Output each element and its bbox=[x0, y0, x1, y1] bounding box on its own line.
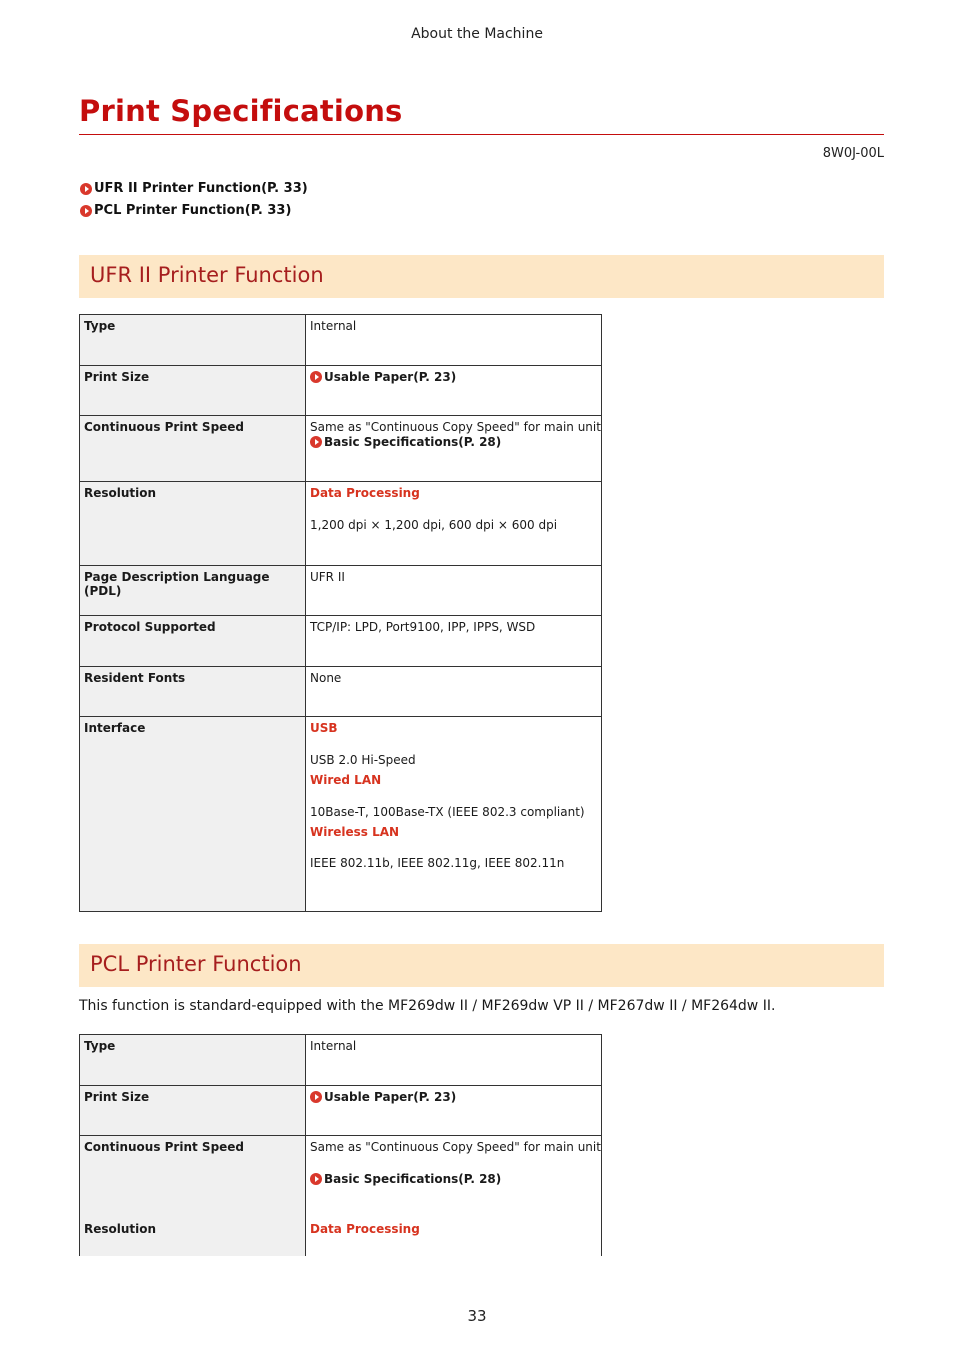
pcl-note: This function is standard-equipped with the MF269dw II / MF269dw VP II / MF267dw II / MF264dw II. bbox=[79, 998, 776, 1014]
row-key: Continuous Print Speed bbox=[80, 1136, 306, 1220]
running-header: About the Machine bbox=[411, 26, 543, 42]
link-label: Basic Specifications(P. 28) bbox=[324, 1172, 502, 1186]
toc-link-pcl[interactable] bbox=[80, 203, 291, 218]
row-value: TCP/IP: LPD, Port9100, IPP, IPPS, WSD bbox=[306, 616, 602, 667]
toc-link-label: UFR II Printer Function(P. 33) bbox=[94, 181, 308, 196]
table-row bbox=[80, 1218, 602, 1256]
page-number: 33 bbox=[467, 1307, 487, 1325]
sub-label: Wired LAN bbox=[310, 773, 382, 787]
row-value: Same as "Continuous Copy Speed" for main unit bbox=[310, 1140, 601, 1154]
sub-label: USB bbox=[310, 721, 338, 735]
row-key: Interface bbox=[80, 717, 306, 912]
toc-link-ufr[interactable] bbox=[80, 181, 308, 196]
row-value: Internal bbox=[306, 1035, 602, 1086]
arrow-right-icon bbox=[80, 205, 92, 217]
link-label: Usable Paper(P. 23) bbox=[324, 370, 457, 384]
table-row bbox=[80, 482, 602, 566]
row-key: Protocol Supported bbox=[80, 616, 306, 667]
row-value: UFR II bbox=[306, 566, 602, 616]
row-key: Resident Fonts bbox=[80, 667, 306, 717]
row-key: Type bbox=[80, 315, 306, 366]
basic-specifications-link[interactable] bbox=[310, 435, 601, 449]
row-key: Type bbox=[80, 1035, 306, 1086]
row-value: 1,200 dpi × 1,200 dpi, 600 dpi × 600 dpi bbox=[310, 518, 558, 532]
arrow-right-icon bbox=[80, 183, 92, 195]
table-row bbox=[80, 416, 602, 482]
basic-specifications-link[interactable] bbox=[310, 1172, 601, 1186]
row-value: Same as "Continuous Copy Speed" for main unit bbox=[310, 420, 601, 434]
sub-label: Wireless LAN bbox=[310, 825, 400, 839]
section-header-ufr bbox=[79, 255, 884, 298]
table-row bbox=[80, 1035, 602, 1086]
table-row bbox=[80, 667, 602, 717]
table-row bbox=[80, 315, 602, 366]
table-row bbox=[80, 717, 602, 912]
row-value: 10Base-T, 100Base-TX (IEEE 802.3 compliant) bbox=[310, 805, 585, 819]
row-value: USB 2.0 Hi-Speed bbox=[310, 753, 416, 767]
row-key: Resolution bbox=[80, 482, 306, 566]
row-value: Internal bbox=[306, 315, 602, 366]
document-code: 8W0J-00L bbox=[822, 146, 884, 161]
toc-link-label: PCL Printer Function(P. 33) bbox=[94, 203, 292, 218]
arrow-right-icon bbox=[310, 436, 322, 448]
usable-paper-link[interactable] bbox=[310, 370, 601, 384]
row-key: Page Description Language (PDL) bbox=[80, 566, 306, 616]
arrow-right-icon bbox=[310, 1173, 322, 1185]
link-label: Basic Specifications(P. 28) bbox=[324, 435, 502, 449]
section-title: UFR II Printer Function bbox=[90, 263, 324, 287]
link-label: Usable Paper(P. 23) bbox=[324, 1090, 457, 1104]
row-value: IEEE 802.11b, IEEE 802.11g, IEEE 802.11n bbox=[310, 856, 565, 870]
page-title: Print Specifications bbox=[79, 94, 403, 128]
section-header-pcl bbox=[79, 944, 884, 987]
sub-label: Data Processing bbox=[310, 1222, 420, 1236]
table-row bbox=[80, 1086, 602, 1136]
table-row bbox=[80, 1136, 602, 1220]
row-key: Print Size bbox=[80, 1086, 306, 1136]
section-title: PCL Printer Function bbox=[90, 952, 302, 976]
usable-paper-link[interactable] bbox=[310, 1090, 601, 1104]
sub-label: Data Processing bbox=[310, 486, 420, 500]
table-row bbox=[80, 366, 602, 416]
row-key: Continuous Print Speed bbox=[80, 416, 306, 482]
title-rule bbox=[79, 134, 884, 135]
row-key: Resolution bbox=[80, 1218, 306, 1256]
table-row bbox=[80, 616, 602, 667]
arrow-right-icon bbox=[310, 371, 322, 383]
row-key: Print Size bbox=[80, 366, 306, 416]
arrow-right-icon bbox=[310, 1091, 322, 1103]
table-row bbox=[80, 566, 602, 616]
pcl-spec-table bbox=[79, 1034, 602, 1220]
row-value: None bbox=[306, 667, 602, 717]
pcl-spec-table-continued bbox=[79, 1218, 602, 1256]
ufr-spec-table bbox=[79, 314, 602, 912]
